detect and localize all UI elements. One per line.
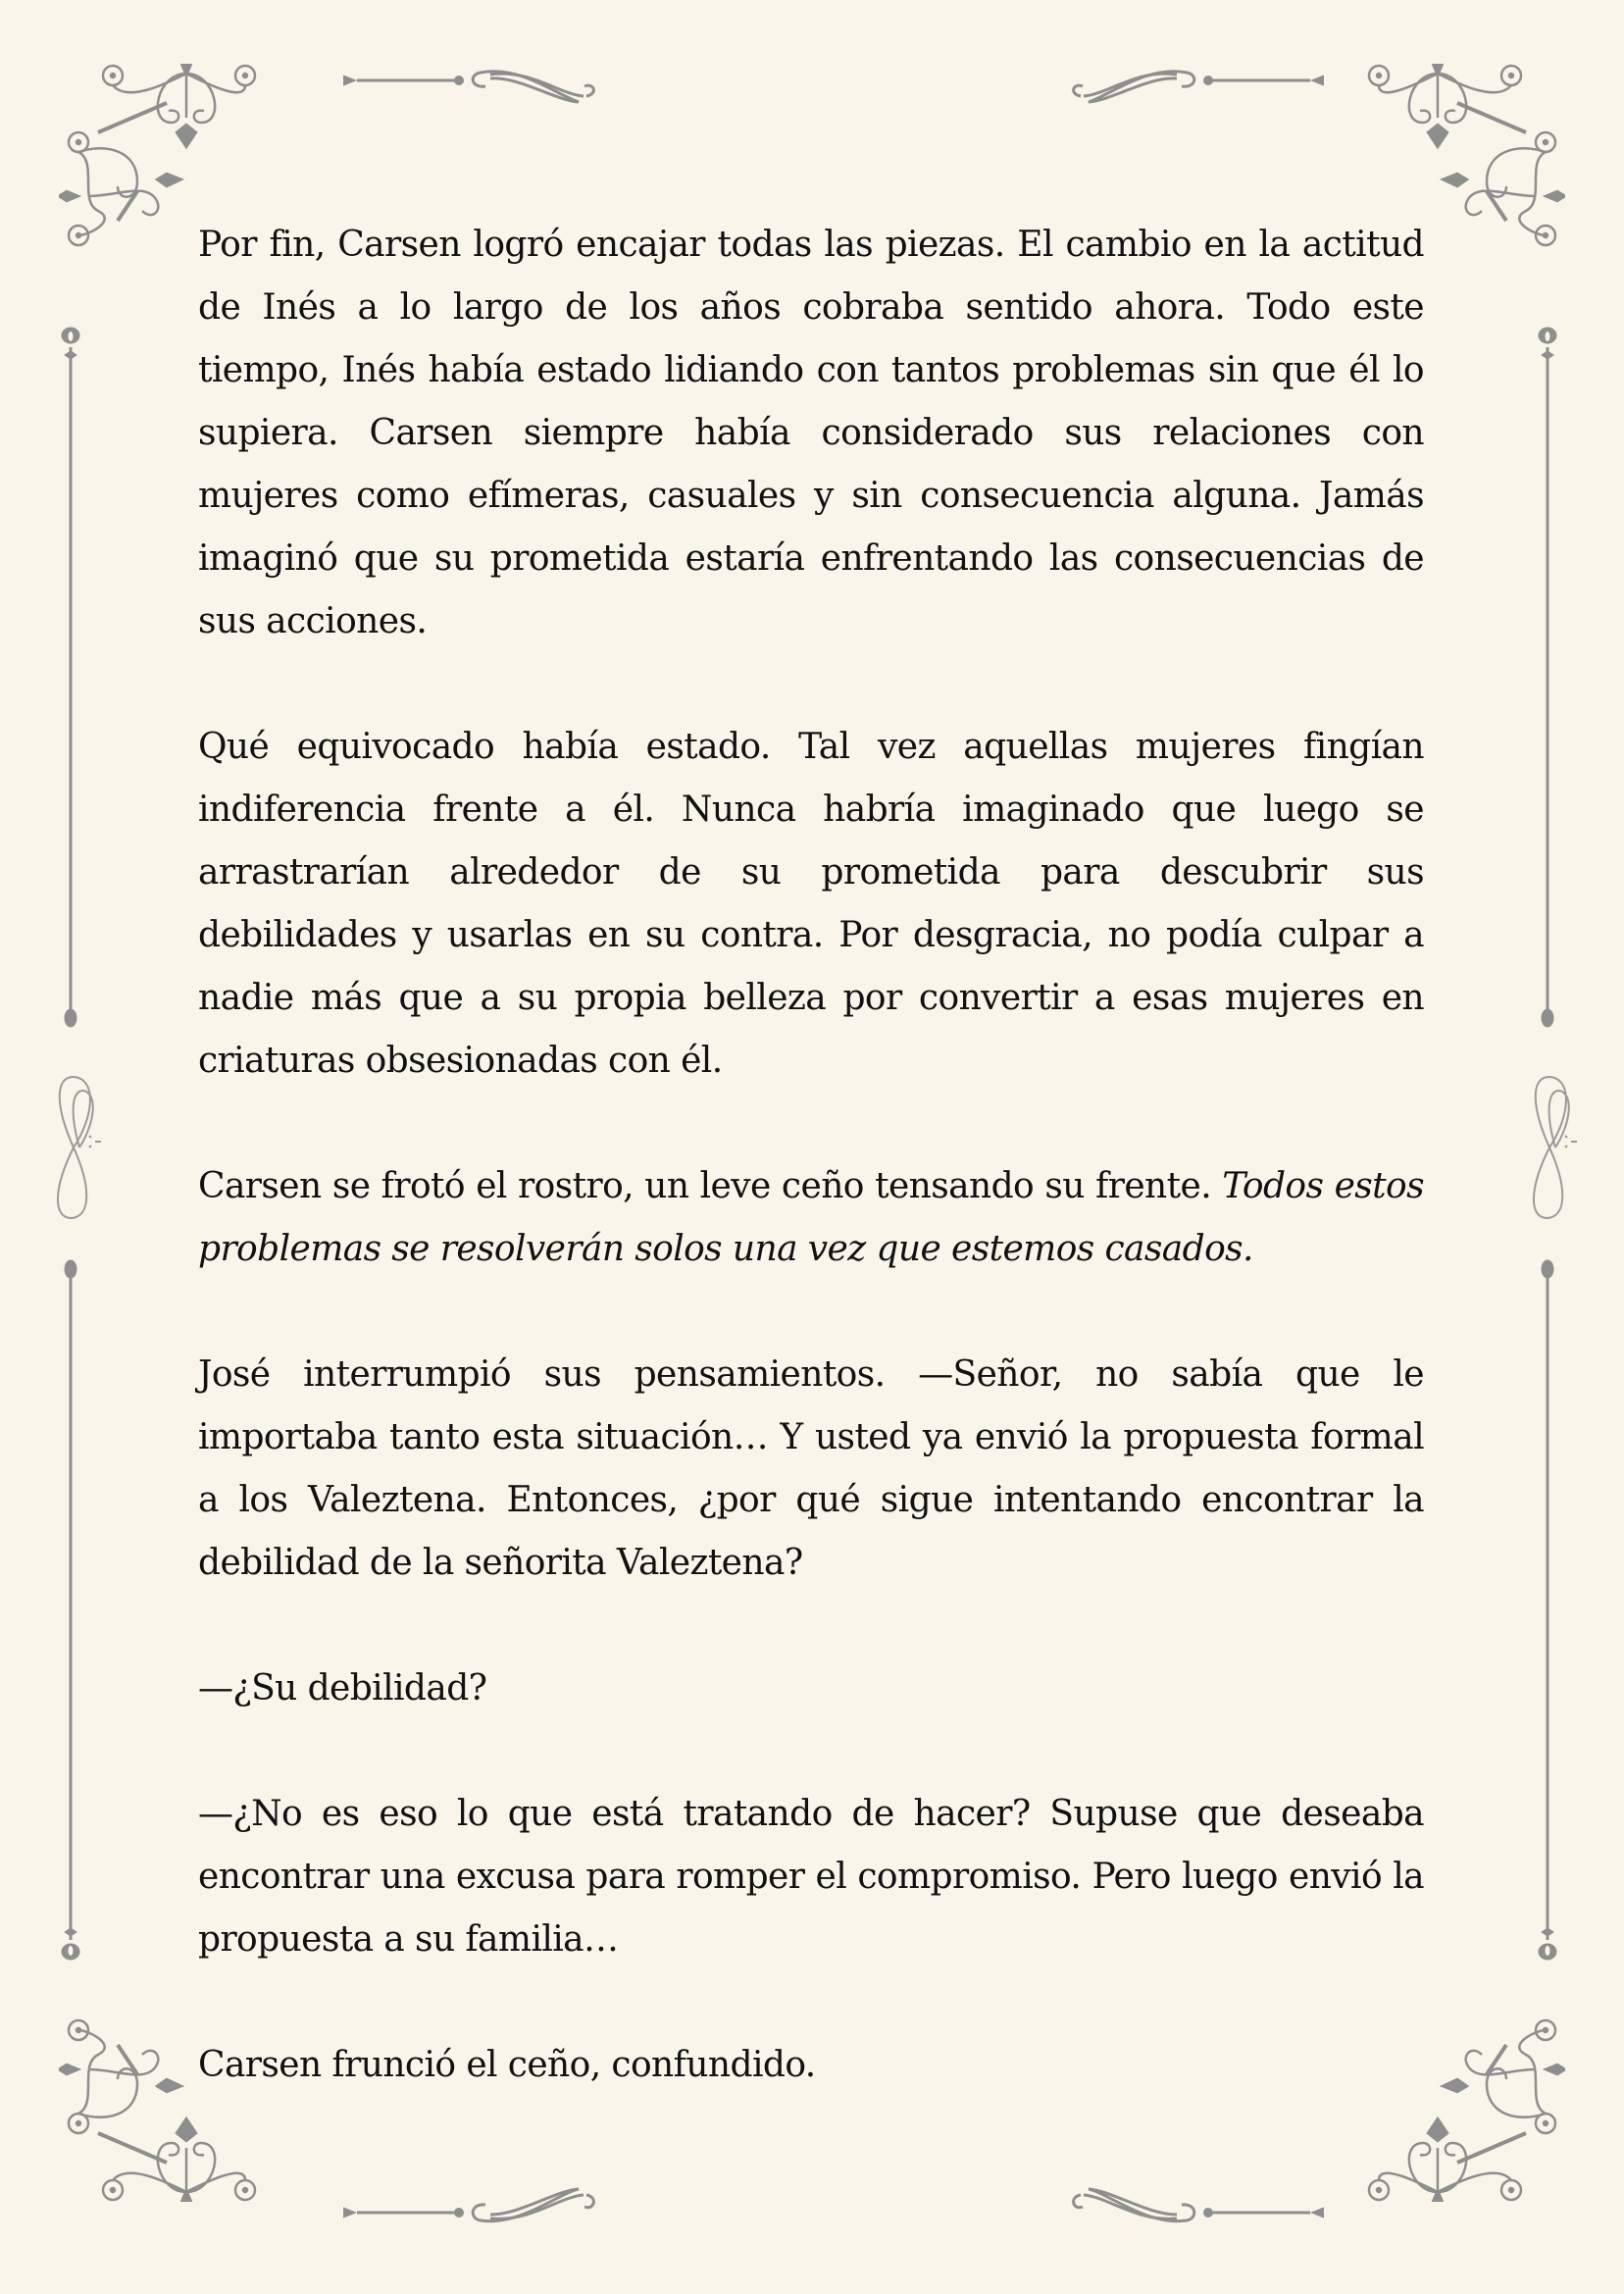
paragraph-3: [198, 1155, 1424, 1281]
paragraph-3-narration: Carsen se frotó el rostro, un leve ceño tensando su frente.: [198, 1166, 1223, 1206]
right-rail-upper: [1536, 326, 1559, 1030]
paragraph-7: Carsen frunció el ceño, confundido.: [198, 2045, 816, 2085]
right-rail-lower: [1536, 1257, 1559, 1962]
left-rail-lower: [59, 1257, 82, 1962]
paragraph-3-thought: Todos estos problemas se resolverán solos una vez que estemos casados.: [198, 1166, 1424, 1269]
paragraph-4: José interrumpió sus pensamientos. —Señor, no sabía que le importaba tanto esta situación… Y usted ya envió la propuesta formal a los Valeztena. Entonces, ¿por qué sigue intentando encontrar la debilidad de la señorita Valeztena?: [198, 1354, 1424, 1583]
body-text: [198, 214, 1424, 2160]
bottom-border-flourish: [343, 2183, 1324, 2232]
left-knot-ornament: [44, 1069, 103, 1226]
paragraph-6: —¿No es eso lo que está tratando de hacer? Supuse que deseaba encontrar una excusa para romper el compromiso. Pero luego envió la propuesta a su familia…: [198, 1794, 1424, 1960]
left-rail-upper: [59, 326, 82, 1030]
paragraph-5: —¿Su debilidad?: [198, 1668, 487, 1708]
right-knot-ornament: [1520, 1069, 1579, 1226]
paragraph-2: Qué equivocado había estado. Tal vez aquellas mujeres fingían indiferencia frente a él. Nunca habría imaginado que luego se arrastrarían alrededor de su prometida para descubrir sus debilidades y usarlas en su contra. Por desgracia, no podía culpar a nadie más que a su propia belleza por convertir a esas mujeres en criaturas obsesionadas con él.: [198, 727, 1424, 1081]
top-border-flourish: [343, 57, 1324, 106]
paragraph-1: Por fin, Carsen logró encajar todas las piezas. El cambio en la actitud de Inés a lo largo de los años cobraba sentido ahora. Todo este tiempo, Inés había estado lidiando con tantos problemas sin que él lo supiera. Carsen siempre había considerado sus relaciones con mujeres como efímeras, casuales y sin consecuencia alguna. Jamás imaginó que su prometida estaría enfrentando las consecuencias de sus acciones.: [198, 225, 1424, 641]
